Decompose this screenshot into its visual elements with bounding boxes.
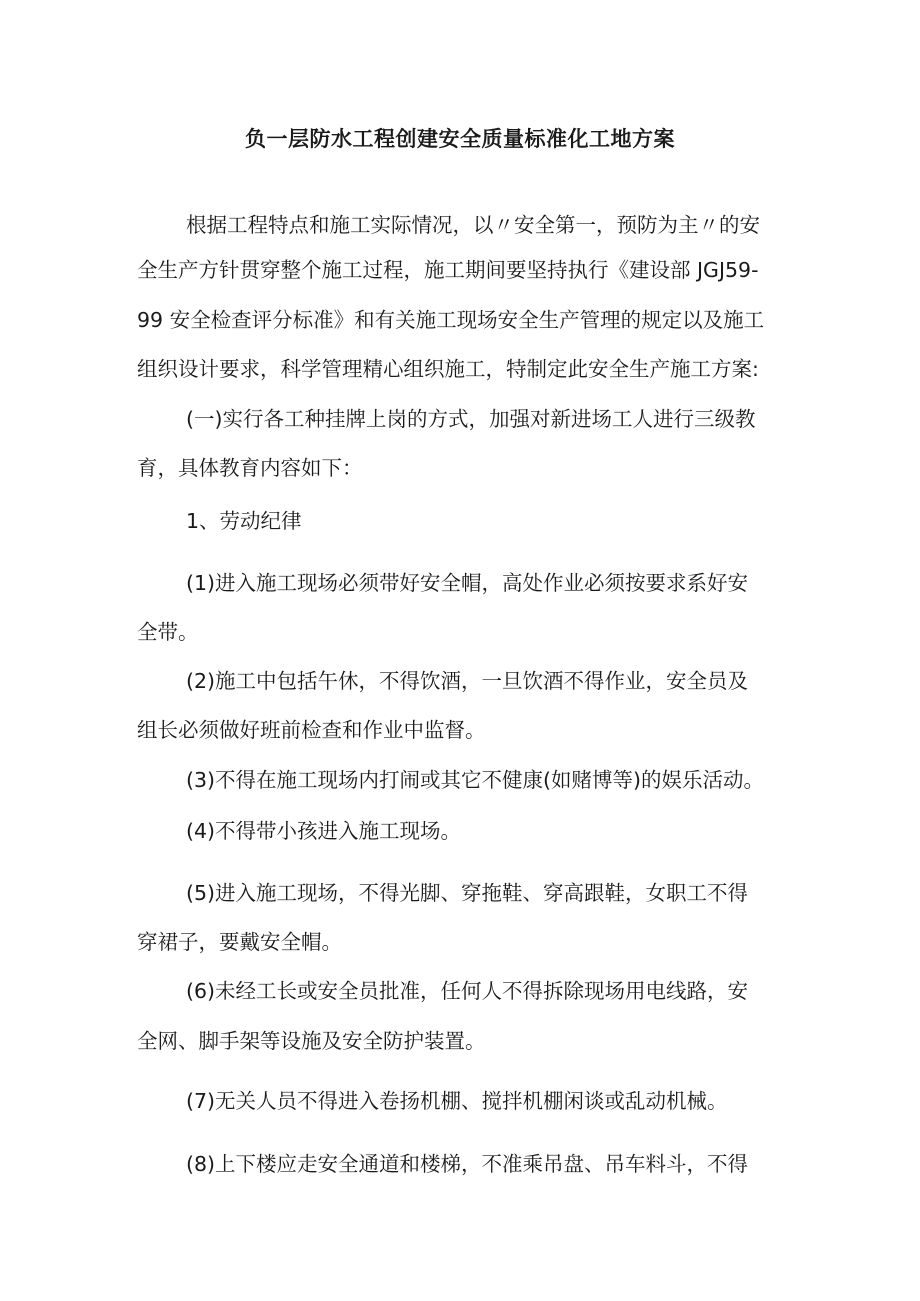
rule-4: (4)不得带小孩进入施工现场。 [186,819,462,843]
paragraph-line-3: 99 安全检查评分标准》和有关施工现场安全生产管理的规定以及施工 [137,308,765,332]
rule-1-line-2: 全带。 [137,620,199,644]
rule-6-line-1: (6)未经工长或安全员批准，任何人不得拆除现场用电线路，安 [186,979,749,1003]
paragraph-line-4: 组织设计要求，科学管理精心组织施工，特制定此安全生产施工方案: [137,357,759,381]
paragraph-line-6: 育，具体教育内容如下： [137,456,363,480]
rule-5-line-1: (5)进入施工现场，不得光脚、穿拖鞋、穿高跟鞋，女职工不得 [186,881,749,905]
paragraph-line-5: (一)实行各工种挂牌上岗的方式，加强对新进场工人进行三级教 [186,407,756,431]
rule-7: (7)无关人员不得进入卷扬机棚、搅拌机棚闲谈或乱动机械。 [186,1089,728,1113]
paragraph-line-1: 根据工程特点和施工实际情况，以〃安全第一，预防为主〃的安 [186,213,760,237]
rule-3: (3)不得在施工现场内打闹或其它不健康(如赌博等)的娱乐活动。 [186,768,765,792]
section-heading-labor-discipline: 1、劳动纪律 [186,509,302,533]
rule-2-line-2: 组长必须做好班前检查和作业中监督。 [137,718,486,742]
rule-5-line-2: 穿裙子，要戴安全帽。 [137,930,342,954]
paragraph-line-2: 全生产方针贯穿整个施工过程，施工期间要坚持执行《建设部 JGJ59- [137,258,759,282]
document-title: 负一层防水工程创建安全质量标准化工地方案 [245,127,675,151]
rule-6-line-2: 全网、脚手架等设施及安全防护装置。 [137,1029,486,1053]
rule-2-line-1: (2)施工中包括午休，不得饮酒，一旦饮酒不得作业，安全员及 [186,669,749,693]
rule-1-line-1: (1)进入施工现场必须带好安全帽，高处作业必须按要求系好安 [186,571,749,595]
rule-8-line-1: (8)上下楼应走安全通道和楼梯，不准乘吊盘、吊车料斗，不得 [186,1152,749,1176]
